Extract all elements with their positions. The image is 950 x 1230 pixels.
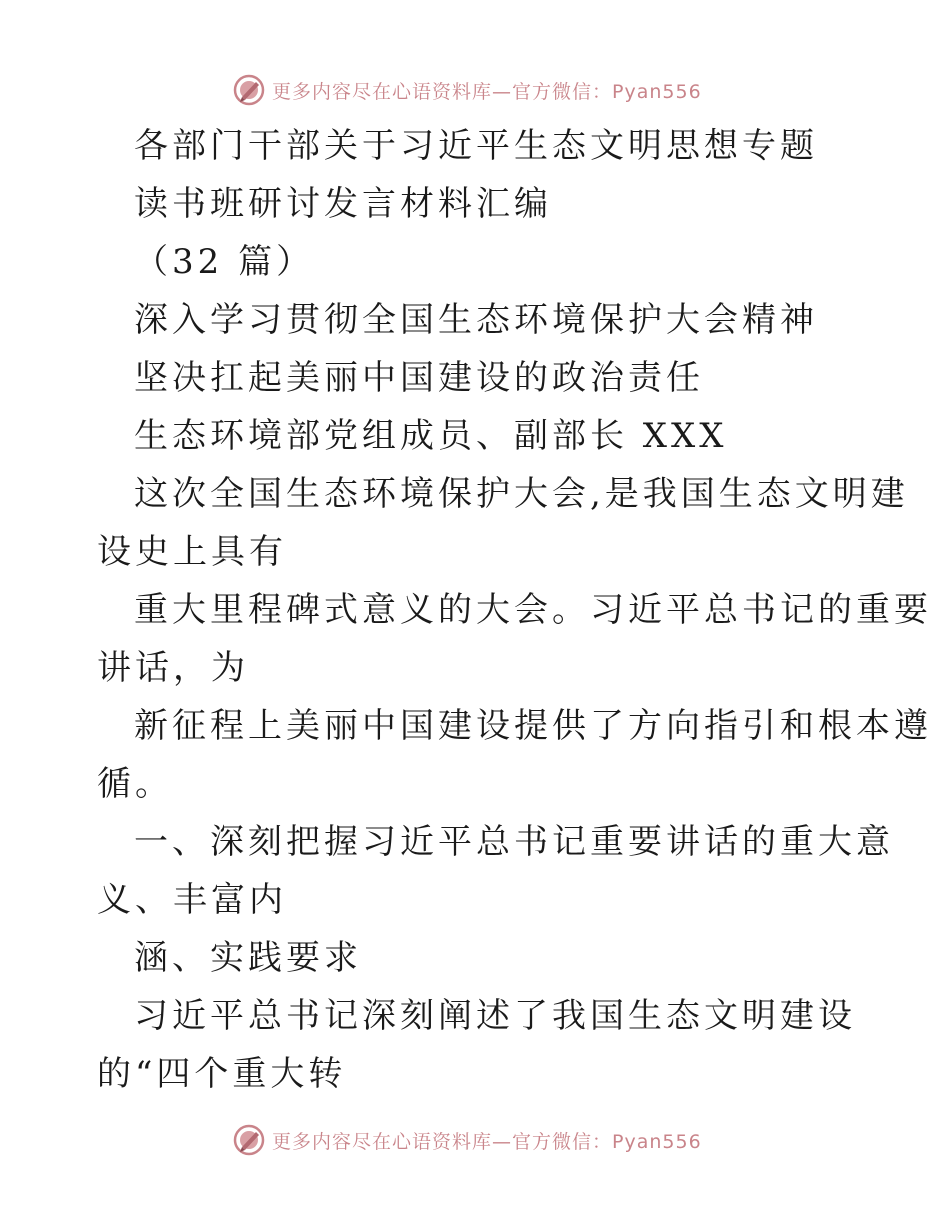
section-heading-line: 一、深刻把握习近平总书记重要讲话的重大意 [134,822,894,862]
document-title-line-2: 读书班研讨发言材料汇编 [134,184,552,224]
body-line: 习近平总书记深刻阐述了我国生态文明建设 [134,996,856,1036]
body-line: 这次全国生态环境保护大会,是我国生态文明建 [134,474,909,514]
watermark-text: 更多内容尽在心语资料库—官方微信：Pyan556 [272,80,702,103]
pen-logo-icon [232,73,266,107]
body-line: 设史上具有 [97,532,287,572]
article-title-line-2: 坚决扛起美丽中国建设的政治责任 [134,358,704,398]
body-line: 讲话，为 [97,648,249,688]
body-line: 的“四个重大转 [97,1054,347,1094]
pen-logo-icon [232,1123,266,1157]
section-heading-line: 义、丰富内 [97,880,287,920]
header-watermark [232,70,702,110]
body-line: 重大里程碑式意义的大会。习近平总书记的重要 [134,590,932,630]
document-title-line-1: 各部门干部关于习近平生态文明思想专题 [134,126,818,166]
section-heading-line: 涵、实践要求 [134,938,362,978]
body-line: 循。 [97,764,173,804]
footer-watermark [232,1120,702,1160]
article-title-line-1: 深入学习贯彻全国生态环境保护大会精神 [134,300,818,340]
body-line: 新征程上美丽中国建设提供了方向指引和根本遵 [134,706,932,746]
article-author: 生态环境部党组成员、副部长 XXX [134,416,728,456]
document-title-count: （32 篇） [134,242,315,282]
watermark-text: 更多内容尽在心语资料库—官方微信：Pyan556 [272,1130,702,1153]
